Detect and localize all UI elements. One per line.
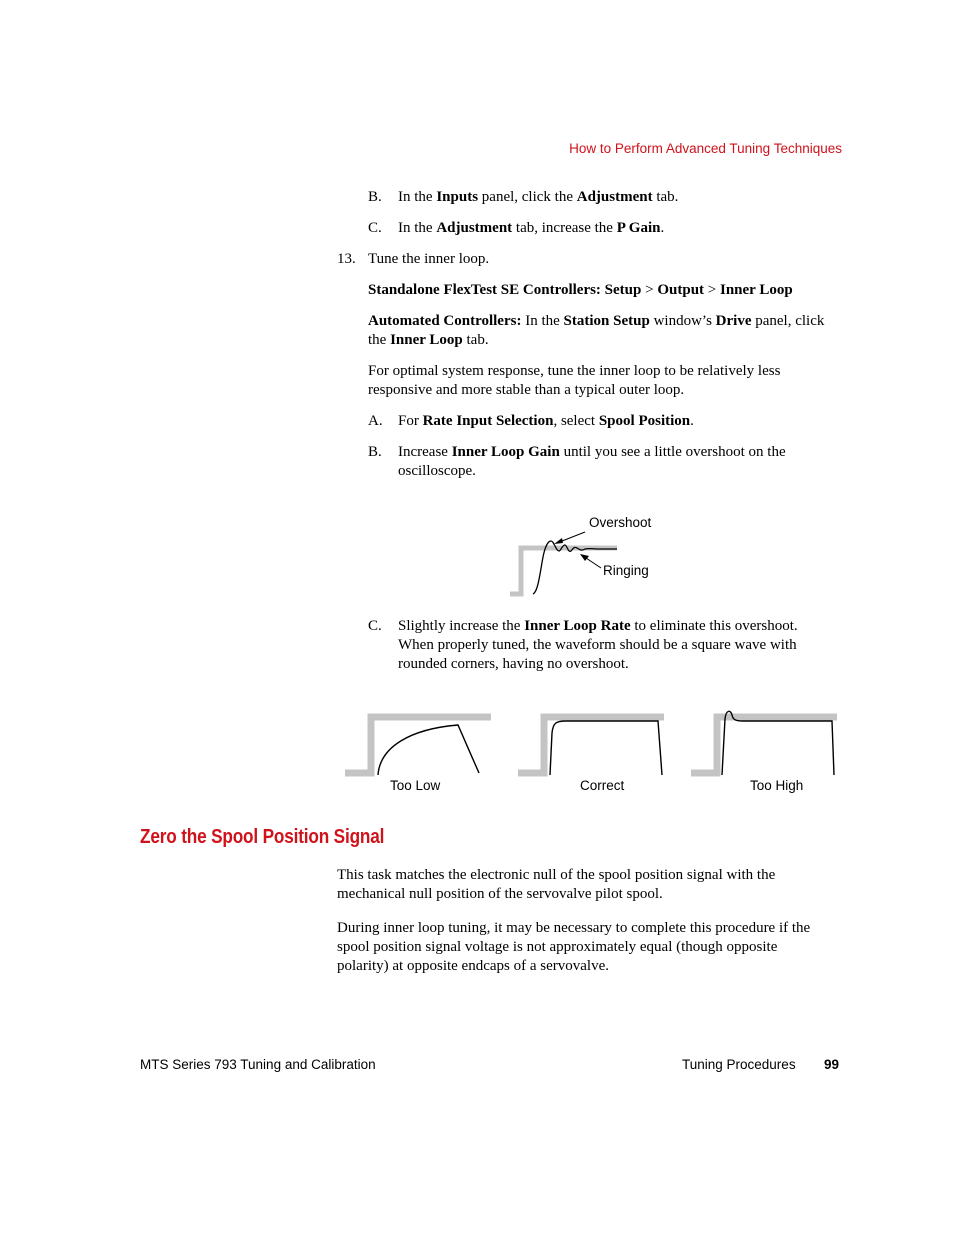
too-low-caption: Too Low (390, 778, 441, 793)
step-13-text: Tune the inner loop. (368, 251, 490, 267)
step-b2-label: B. (368, 444, 382, 460)
step-c2-label: C. (368, 618, 382, 634)
too-high-waveform (691, 711, 837, 775)
too-low-waveform (345, 717, 491, 775)
step-b2-text: Increase Inner Loop Gain until you see a little overshoot on the oscilloscope. (398, 444, 786, 479)
section-paragraph-2: During inner loop tuning, it may be necessary to complete this procedure if the spool position signal voltage is not approximately equal (though opposite polarity) at opposite endcaps of a servovalve. (337, 920, 811, 974)
step-c-label: C. (368, 220, 382, 236)
ringing-label: Ringing (603, 563, 649, 578)
optimal-paragraph: For optimal system response, tune the inner loop to be relatively less responsive and more stable than a typical outer loop. (368, 363, 781, 398)
footer-chapter: Tuning Procedures (682, 1057, 796, 1072)
input-square-wave (510, 548, 617, 594)
section-title: Zero the Spool Position Signal (140, 826, 385, 848)
step-c-text: In the Adjustment tab, increase the P Gain. (398, 220, 665, 236)
menu-path: Standalone FlexTest SE Controllers: Setup > Output > Inner Loop (368, 282, 793, 298)
step-c2-text: Slightly increase the Inner Loop Rate to eliminate this overshoot. When properly tuned, the waveform should be a square wave with rounded corners, having no overshoot. (398, 618, 798, 672)
automated-controllers-note: Automated Controllers: In the Station Setup window’s Drive panel, click the Inner Loop tab. (368, 313, 825, 348)
correct-waveform (518, 717, 664, 775)
step-b-text: In the Inputs panel, click the Adjustment tab. (398, 189, 679, 205)
too-high-caption: Too High (750, 778, 804, 793)
running-header: How to Perform Advanced Tuning Techniques (569, 141, 842, 156)
step-b-label: B. (368, 189, 382, 205)
footer-doc-title: MTS Series 793 Tuning and Calibration (140, 1057, 376, 1072)
ringing-arrowhead (580, 554, 589, 561)
overshoot-arrowhead (554, 538, 563, 544)
correct-caption: Correct (580, 778, 625, 793)
section-paragraph-1: This task matches the electronic null of the spool position signal with the mechanical null position of the servovalve pilot spool. (337, 867, 776, 902)
overshoot-label: Overshoot (589, 515, 652, 530)
step-a-text: For Rate Input Selection, select Spool Position. (398, 413, 694, 429)
page-number: 99 (824, 1057, 840, 1072)
tuning-comparison-figure (340, 705, 845, 785)
step-13-label: 13. (337, 251, 356, 267)
step-a-label: A. (368, 413, 383, 429)
